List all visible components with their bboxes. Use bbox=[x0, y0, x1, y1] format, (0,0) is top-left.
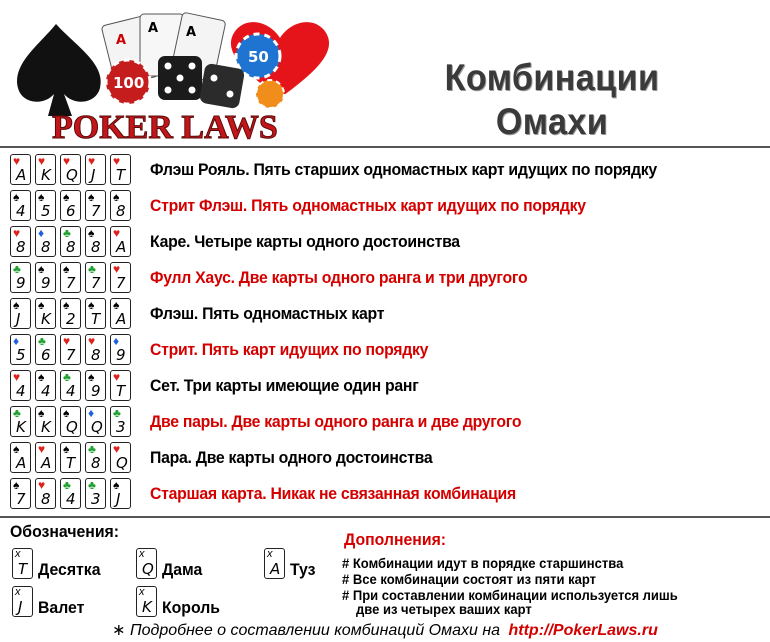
spade-card bbox=[85, 298, 106, 329]
spade-icon: ♠ bbox=[63, 190, 70, 204]
club-card bbox=[85, 478, 106, 509]
heart-icon: ♥ bbox=[13, 154, 21, 168]
footer-text: ∗ Подробнее о составлении комбинаций Омахи на bbox=[112, 622, 501, 639]
footer bbox=[0, 620, 770, 642]
card-icon: x Q bbox=[136, 548, 157, 579]
spade-icon: ♠ bbox=[63, 262, 70, 276]
spade-icon: ♠ bbox=[38, 406, 45, 420]
heart-card bbox=[10, 154, 31, 185]
header bbox=[0, 0, 770, 148]
spade-card bbox=[35, 190, 56, 221]
card-rank: 9 bbox=[41, 274, 51, 292]
card-rank: J bbox=[91, 166, 96, 184]
card-rank: A bbox=[116, 310, 127, 328]
card-rank: A bbox=[16, 454, 27, 472]
card-rank: A bbox=[116, 238, 127, 256]
club-icon: ♣ bbox=[113, 406, 121, 420]
heart-icon: ♥ bbox=[88, 154, 96, 168]
legend-label: Дама bbox=[162, 560, 203, 579]
legend-label: Туз bbox=[290, 560, 316, 579]
pokerlaws-link[interactable]: http://PokerLaws.ru bbox=[508, 622, 658, 639]
card-rank: Q bbox=[91, 418, 103, 436]
diamond-icon: ♦ bbox=[38, 226, 45, 240]
spade-icon: ♠ bbox=[88, 190, 95, 204]
spade-card bbox=[110, 190, 131, 221]
card-rank: 8 bbox=[91, 346, 101, 364]
card-rank: 8 bbox=[91, 238, 101, 256]
spade-icon: ♠ bbox=[13, 190, 20, 204]
heart-icon: ♥ bbox=[113, 262, 121, 276]
spade-icon: ♠ bbox=[63, 442, 70, 456]
card-rank: J bbox=[116, 490, 121, 508]
heart-card bbox=[110, 154, 131, 185]
legend-section bbox=[0, 518, 770, 618]
extras-note: # Комбинации идут в порядке старшинства bbox=[342, 555, 624, 571]
heart-icon: ♥ bbox=[63, 154, 71, 168]
card-rank: 8 bbox=[41, 490, 51, 508]
card-rank: 9 bbox=[16, 274, 26, 292]
spade-icon: ♠ bbox=[113, 478, 120, 492]
card-rank: 5 bbox=[41, 202, 51, 220]
spade-icon: ♠ bbox=[88, 370, 95, 384]
spade-icon: ♠ bbox=[113, 298, 120, 312]
heart-card bbox=[10, 370, 31, 401]
diamond-icon: ♦ bbox=[13, 334, 20, 348]
card-rank: 4 bbox=[66, 490, 76, 508]
card-rank: 4 bbox=[16, 202, 26, 220]
heart-card bbox=[35, 154, 56, 185]
card-rank: 4 bbox=[41, 382, 51, 400]
poker-laws-logo bbox=[8, 6, 348, 144]
hand-description: Стрит. Пять карт идущих по порядку bbox=[150, 340, 429, 359]
hand-row bbox=[10, 152, 770, 188]
spade-card bbox=[85, 370, 106, 401]
card-rank: 9 bbox=[91, 382, 101, 400]
spade-icon: ♠ bbox=[38, 262, 45, 276]
heart-card bbox=[85, 334, 106, 365]
card-rank: Q bbox=[66, 166, 78, 184]
card-rank: 3 bbox=[91, 490, 101, 508]
card-icon: x J bbox=[12, 586, 33, 617]
hand-description: Каре. Четыре карты одного достоинства bbox=[150, 232, 460, 251]
card-icon: x A bbox=[264, 548, 285, 579]
hand-row bbox=[10, 404, 770, 440]
heart-card bbox=[60, 334, 81, 365]
heart-card bbox=[85, 154, 106, 185]
card-rank: 7 bbox=[66, 346, 76, 364]
card-rank: K bbox=[41, 310, 51, 328]
spade-card bbox=[10, 478, 31, 509]
spade-icon: ♠ bbox=[13, 478, 20, 492]
logo-text: POKER LAWS bbox=[52, 109, 278, 144]
title-line: Комбинации bbox=[444, 57, 660, 98]
card-rank: 7 bbox=[66, 274, 76, 292]
hand-row bbox=[10, 224, 770, 260]
spade-icon: ♠ bbox=[113, 190, 120, 204]
heart-icon: ♥ bbox=[38, 478, 46, 492]
club-icon: ♣ bbox=[13, 406, 21, 420]
card-rank: T bbox=[116, 166, 126, 184]
card-rank: A bbox=[16, 166, 27, 184]
heart-card bbox=[110, 442, 131, 473]
club-card bbox=[10, 262, 31, 293]
card-rank: K bbox=[41, 418, 51, 436]
card-rank: K bbox=[16, 418, 26, 436]
heart-card bbox=[110, 370, 131, 401]
card-rank: 8 bbox=[116, 202, 126, 220]
spade-icon: ♠ bbox=[88, 226, 95, 240]
card-icon: x T bbox=[12, 548, 33, 579]
hand-description: Стрит Флэш. Пять одномастных карт идущих по порядку bbox=[150, 196, 586, 215]
card-rank: J bbox=[16, 310, 21, 328]
extras-note: две из четырех ваших карт bbox=[356, 601, 532, 617]
club-card bbox=[85, 442, 106, 473]
card-rank: 5 bbox=[16, 346, 26, 364]
card-rank: 7 bbox=[91, 274, 101, 292]
card-rank: Q bbox=[116, 454, 128, 472]
diamond-card bbox=[10, 334, 31, 365]
title-line: Омахи bbox=[495, 101, 609, 142]
chip-value: 50 bbox=[248, 48, 269, 66]
hand-row bbox=[10, 188, 770, 224]
diamond-card bbox=[85, 406, 106, 437]
card-rank: K bbox=[41, 166, 51, 184]
hand-description: Фулл Хаус. Две карты одного ранга и три другого bbox=[150, 268, 528, 287]
card-rank: 8 bbox=[91, 454, 101, 472]
heart-icon: ♥ bbox=[38, 154, 46, 168]
spade-card bbox=[10, 442, 31, 473]
hand-row bbox=[10, 440, 770, 476]
diamond-icon: ♦ bbox=[88, 406, 95, 420]
club-icon: ♣ bbox=[63, 478, 71, 492]
heart-icon: ♥ bbox=[13, 370, 21, 384]
logo-card-rank: A bbox=[186, 25, 197, 40]
spade-icon: ♠ bbox=[88, 298, 95, 312]
spade-icon: ♠ bbox=[38, 370, 45, 384]
hand-description: Флэш. Пять одномастных карт bbox=[150, 304, 385, 323]
heart-card bbox=[35, 478, 56, 509]
diamond-card bbox=[110, 334, 131, 365]
logo-card-rank: A bbox=[116, 33, 127, 48]
card-rank: 9 bbox=[116, 346, 126, 364]
card-rank: 8 bbox=[41, 238, 51, 256]
hand-row bbox=[10, 296, 770, 332]
club-icon: ♣ bbox=[88, 262, 96, 276]
spade-icon: ♠ bbox=[13, 442, 20, 456]
hand-row bbox=[10, 332, 770, 368]
page-title bbox=[423, 56, 681, 144]
heart-card bbox=[10, 226, 31, 257]
card-rank: 8 bbox=[16, 238, 26, 256]
spade-card bbox=[10, 190, 31, 221]
heart-icon: ♥ bbox=[38, 442, 46, 456]
spade-card bbox=[60, 442, 81, 473]
card-rank: 4 bbox=[16, 382, 26, 400]
club-icon: ♣ bbox=[88, 478, 96, 492]
spade-card bbox=[85, 190, 106, 221]
spade-card bbox=[60, 190, 81, 221]
spade-icon: ♠ bbox=[63, 406, 70, 420]
hand-description: Две пары. Две карты одного ранга и две другого bbox=[150, 412, 522, 431]
spade-card bbox=[35, 298, 56, 329]
spade-card bbox=[60, 262, 81, 293]
divider bbox=[0, 146, 770, 148]
heart-icon: ♥ bbox=[113, 226, 121, 240]
legend-label: Король bbox=[162, 598, 220, 617]
hand-description: Сет. Три карты имеющие один ранг bbox=[150, 376, 419, 395]
card-rank: Q bbox=[66, 418, 78, 436]
chip-value: 100 bbox=[113, 74, 145, 92]
hand-row bbox=[10, 368, 770, 404]
club-card bbox=[85, 262, 106, 293]
card-rank: 6 bbox=[41, 346, 51, 364]
hand-row bbox=[10, 260, 770, 296]
diamond-icon: ♦ bbox=[113, 334, 120, 348]
club-card bbox=[10, 406, 31, 437]
club-card bbox=[110, 406, 131, 437]
club-icon: ♣ bbox=[13, 262, 21, 276]
spade-card bbox=[110, 478, 131, 509]
heart-icon: ♥ bbox=[113, 154, 121, 168]
card-icon: x K bbox=[136, 586, 157, 617]
legend-label: Валет bbox=[38, 598, 85, 617]
logo-card-rank: A bbox=[148, 21, 159, 36]
club-icon: ♣ bbox=[38, 334, 46, 348]
spade-icon: ♠ bbox=[38, 298, 45, 312]
heart-card bbox=[110, 262, 131, 293]
spade-card bbox=[85, 226, 106, 257]
heart-card bbox=[60, 154, 81, 185]
heart-icon: ♥ bbox=[63, 334, 71, 348]
legend-title: Обозначения: bbox=[10, 522, 120, 541]
club-card bbox=[35, 334, 56, 365]
hand-description: Флэш Рояль. Пять старших одномастных карт идущих по порядку bbox=[150, 160, 657, 179]
spade-card bbox=[110, 298, 131, 329]
extras-title: Дополнения: bbox=[344, 530, 447, 549]
card-rank: 8 bbox=[66, 238, 76, 256]
card-rank: 6 bbox=[66, 202, 76, 220]
card-rank: A bbox=[41, 454, 52, 472]
diamond-card bbox=[35, 226, 56, 257]
card-rank: 3 bbox=[116, 418, 126, 436]
hand-description: Старшая карта. Никак не связанная комбинация bbox=[150, 484, 516, 503]
card-rank: 2 bbox=[66, 310, 76, 328]
spade-card bbox=[60, 406, 81, 437]
heart-icon: ♥ bbox=[113, 370, 121, 384]
heart-icon: ♥ bbox=[13, 226, 21, 240]
spade-card bbox=[10, 298, 31, 329]
card-rank: 7 bbox=[91, 202, 101, 220]
card-rank: 7 bbox=[16, 490, 26, 508]
spade-icon: ♠ bbox=[13, 298, 20, 312]
card-rank: 7 bbox=[116, 274, 126, 292]
club-icon: ♣ bbox=[63, 226, 71, 240]
hand-rankings-list bbox=[0, 152, 770, 514]
heart-card bbox=[110, 226, 131, 257]
club-card bbox=[60, 370, 81, 401]
hand-row bbox=[10, 476, 770, 512]
legend-label: Десятка bbox=[38, 560, 101, 579]
spade-card bbox=[35, 370, 56, 401]
extras-note: # При составлении комбинации используется лишь bbox=[342, 587, 678, 603]
club-card bbox=[60, 226, 81, 257]
spade-card bbox=[35, 262, 56, 293]
spade-icon: ♠ bbox=[38, 190, 45, 204]
club-card bbox=[60, 478, 81, 509]
spade-card bbox=[60, 298, 81, 329]
club-icon: ♣ bbox=[63, 370, 71, 384]
hand-description: Пара. Две карты одного достоинства bbox=[150, 448, 433, 467]
card-rank: T bbox=[116, 382, 126, 400]
club-icon: ♣ bbox=[88, 442, 96, 456]
heart-icon: ♥ bbox=[88, 334, 96, 348]
card-rank: 4 bbox=[66, 382, 76, 400]
extras-note: # Все комбинации состоят из пяти карт bbox=[342, 571, 597, 587]
heart-card bbox=[35, 442, 56, 473]
spade-card bbox=[35, 406, 56, 437]
card-rank: T bbox=[91, 310, 101, 328]
spade-icon: ♠ bbox=[63, 298, 70, 312]
heart-icon: ♥ bbox=[113, 442, 121, 456]
card-rank: T bbox=[66, 454, 76, 472]
